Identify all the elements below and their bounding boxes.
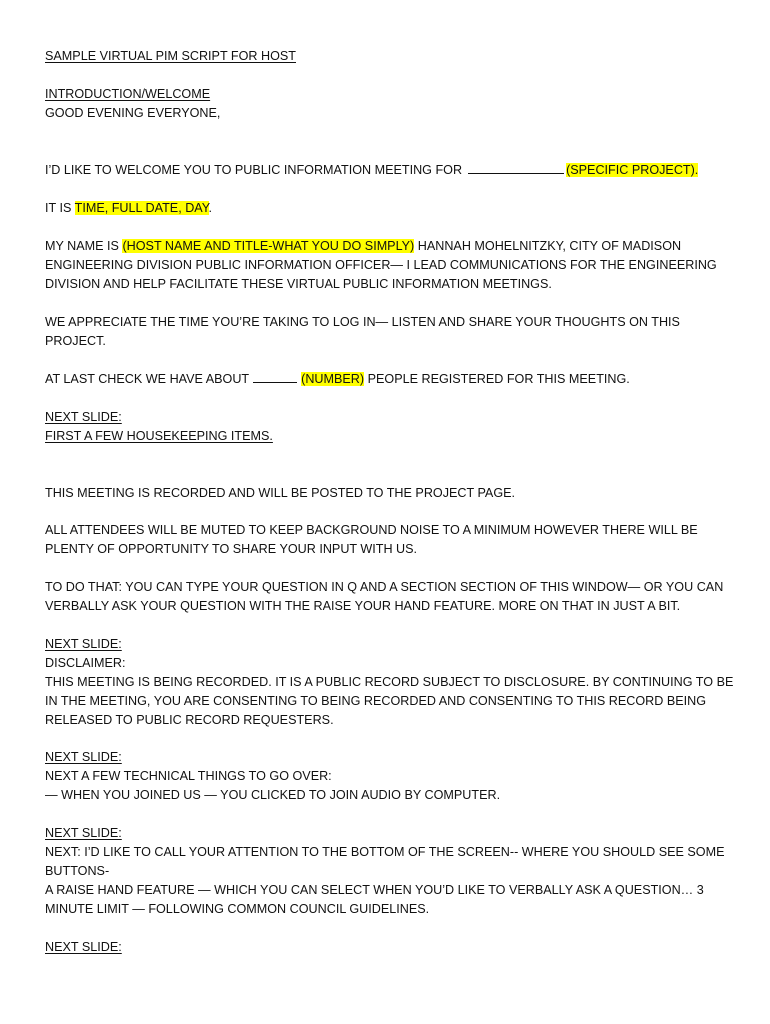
technical-section: [45, 748, 735, 805]
number-highlight: (NUMBER): [301, 372, 365, 386]
disclaimer-label: DISCLAIMER:: [45, 656, 126, 670]
registered-line: [45, 370, 735, 389]
date-highlight: TIME, FULL DATE, DAY: [74, 201, 209, 215]
name-paragraph: [45, 237, 735, 294]
name-suffix: HANNAH MOHELNITZKY, CITY OF MADISON ENGINEERING DIVISION PUBLIC INFORMATION OFFICER— I LEAD COMMUNICATIONS FOR THE ENGINEERING DIVISION AND HELP FACILITATE THESE VIRTUAL PUBLIC INFORMATION MEETINGS.: [45, 239, 717, 291]
next-slide-label: NEXT SLIDE:: [45, 750, 122, 764]
blank-line: [468, 172, 564, 174]
disclaimer-text: THIS MEETING IS BEING RECORDED. IT IS A PUBLIC RECORD SUBJECT TO DISCLOSURE. BY CONTINUING TO BE IN THE MEETING, YOU ARE CONSENTING TO BEING RECORDED AND CONSENTING TO THIS RECORD BEING RELEASED TO PUBLIC RECORD REQUESTERS.: [45, 675, 734, 727]
housekeeping-heading: FIRST A FEW HOUSEKEEPING ITEMS.: [45, 429, 273, 443]
disclaimer-section: [45, 635, 735, 730]
name-prefix: MY NAME IS: [45, 239, 123, 253]
housekeeping-section: [45, 408, 735, 446]
greeting-text: GOOD EVENING EVERYONE,: [45, 106, 221, 120]
todo-paragraph: TO DO THAT: YOU CAN TYPE YOUR QUESTION IN Q AND A SECTION SECTION OF THIS WINDOW— OR YOU CAN VERBALLY ASK YOUR QUESTION WITH THE RAISE YOUR HAND FEATURE. MORE ON THAT IN JUST A BIT.: [45, 580, 724, 613]
attention-line-2: A RAISE HAND FEATURE — WHICH YOU CAN SELECT WHEN YOU’D LIKE TO VERBALLY ASK A QUESTION… 3 MINUTE LIMIT — FOLLOWING COMMON COUNCIL GUIDELINES.: [45, 883, 704, 916]
welcome-line: [45, 161, 735, 180]
date-line: [45, 199, 735, 218]
appreciate-paragraph: WE APPRECIATE THE TIME YOU’RE TAKING TO LOG IN— LISTEN AND SHARE YOUR THOUGHTS ON THIS PROJECT.: [45, 315, 680, 348]
attention-section: [45, 824, 735, 919]
date-suffix: .: [208, 201, 213, 215]
blank-line: [253, 381, 297, 383]
welcome-text: I’D LIKE TO WELCOME YOU TO PUBLIC INFORMATION MEETING FOR: [45, 163, 463, 177]
specific-project-highlight: (SPECIFIC PROJECT).: [566, 163, 699, 177]
technical-line-2: — WHEN YOU JOINED US — YOU CLICKED TO JOIN AUDIO BY COMPUTER.: [45, 788, 501, 802]
muted-paragraph: ALL ATTENDEES WILL BE MUTED TO KEEP BACKGROUND NOISE TO A MINIMUM HOWEVER THERE WILL BE PLENTY OF OPPORTUNITY TO SHARE YOUR INPUT WITH US.: [45, 523, 698, 556]
next-slide-label: NEXT SLIDE:: [45, 410, 122, 424]
next-slide-label: NEXT SLIDE:: [45, 637, 122, 651]
registered-prefix: AT LAST CHECK WE HAVE ABOUT: [45, 372, 250, 386]
intro-heading: INTRODUCTION/WELCOME: [45, 87, 211, 101]
attention-line-1: NEXT: I’D LIKE TO CALL YOUR ATTENTION TO THE BOTTOM OF THE SCREEN-- WHERE YOU SHOULD SEE SOME BUTTONS-: [45, 845, 725, 878]
date-prefix: IT IS: [45, 201, 75, 215]
next-slide-label-final: NEXT SLIDE:: [45, 940, 122, 954]
host-name-highlight: (HOST NAME AND TITLE-WHAT YOU DO SIMPLY): [122, 239, 415, 253]
next-slide-label: NEXT SLIDE:: [45, 826, 122, 840]
intro-section: [45, 85, 735, 123]
registered-suffix: PEOPLE REGISTERED FOR THIS MEETING.: [364, 372, 630, 386]
technical-line-1: NEXT A FEW TECHNICAL THINGS TO GO OVER:: [45, 769, 332, 783]
recorded-paragraph: THIS MEETING IS RECORDED AND WILL BE POSTED TO THE PROJECT PAGE.: [45, 486, 516, 500]
document-title: SAMPLE VIRTUAL PIM SCRIPT FOR HOST: [45, 49, 296, 63]
